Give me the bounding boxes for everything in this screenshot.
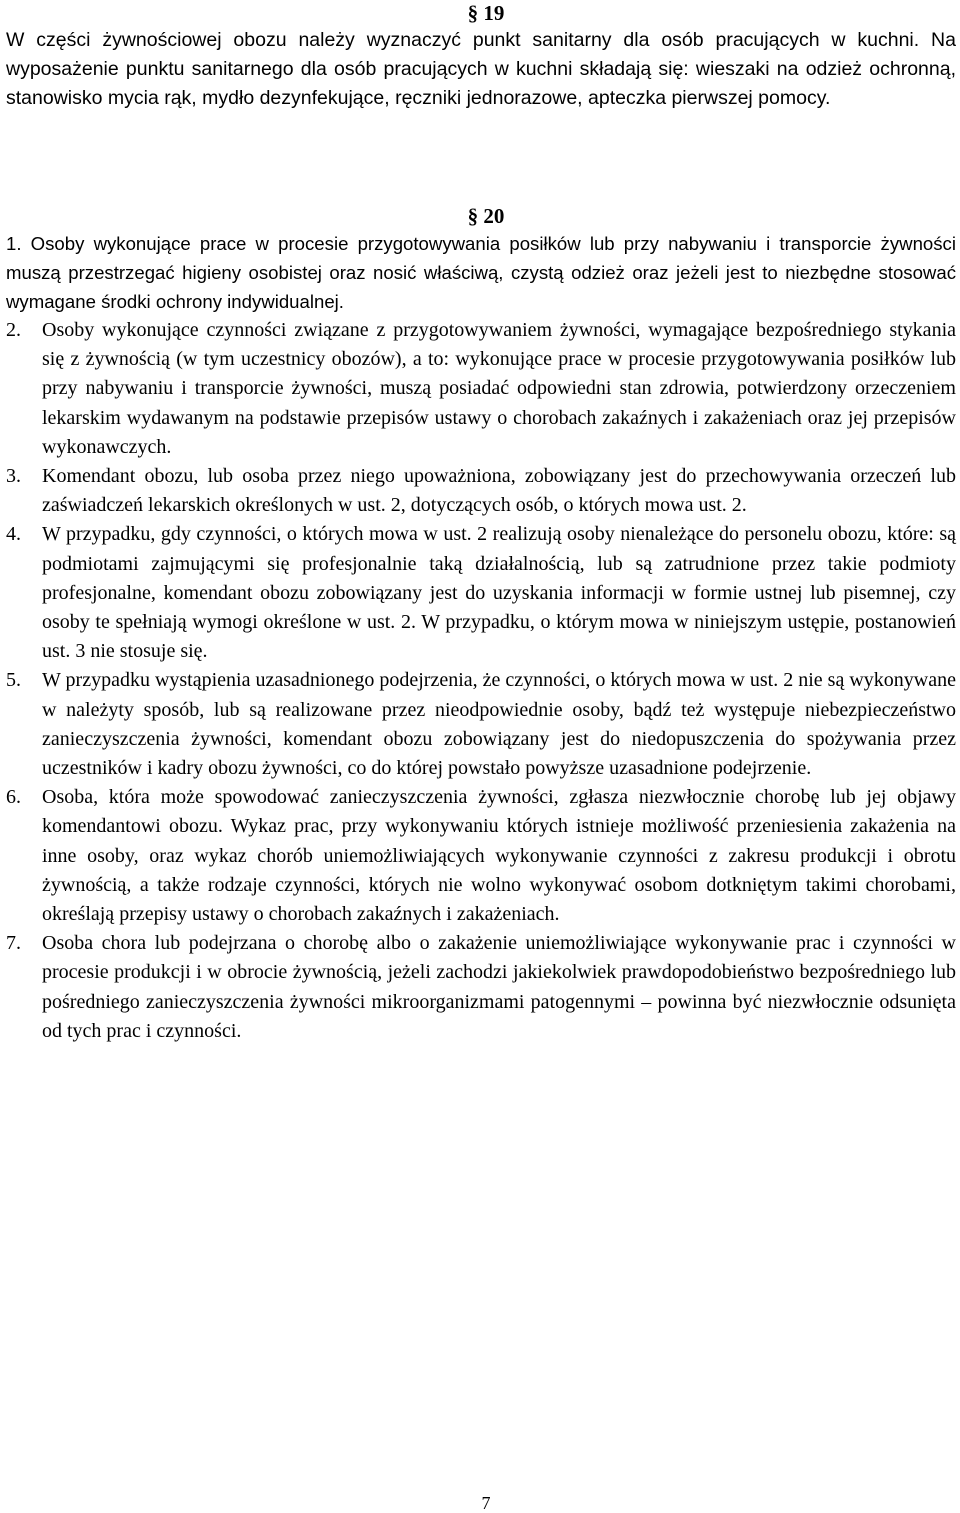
list-item <box>6 783 956 929</box>
list-item <box>6 929 956 1046</box>
section-19-paragraph: W części żywnościowej obozu należy wyznaczyć punkt sanitarny dla osób pracujących w kuchni. Na wyposażenie punktu sanitarnego dla osób pracujących w kuchni składają się: wieszaki na odzież ochronną, stanowisko mycia rąk, mydło dezynfekujące, ręczniki jednorazowe, apteczka pierwszej pomocy. <box>6 29 956 109</box>
list-item <box>6 462 956 520</box>
list-item <box>6 520 956 666</box>
list-item-text: Osoby wykonujące czynności związane z przygotowywaniem żywności, wymagające bezpośredniego stykania się z żywnością (w tym uczestnicy obozów), a to: wykonujące prace w procesie przygotowywania posiłków lub przy nabywaniu i transporcie żywności, muszą posiadać odpowiedni stan zdrowia, potwierdzony orzeczeniem lekarskim wydawanym na podstawie przepisów ustawy o chorobach zakaźnych i zakażeniach oraz jej przepisów wykonawczych. <box>42 319 956 458</box>
section-20-list <box>6 316 956 1046</box>
list-item <box>6 666 956 783</box>
list-item-number: 6. <box>6 786 21 809</box>
section-19-heading: § 19 <box>467 1 505 25</box>
list-item-number: 3. <box>6 465 21 488</box>
list-item-number: 5. <box>6 669 21 692</box>
list-item-number: 7. <box>6 932 21 955</box>
list-item <box>6 316 956 462</box>
list-item-text: W przypadku, gdy czynności, o których mowa w ust. 2 realizują osoby nienależące do personelu obozu, które: są podmiotami zajmującymi się profesjonalnie taką działalnością, lub są zatrudnione przez takie podmioty profesjonalne, komendant obozu zobowiązany jest do uzyskania informacji w formie ustnej lub pisemnej, czy osoby te spełniają wymogi określone w ust. 2. W przypadku, o którym mowa w niniejszym ustępie, postanowień ust. 3 nie stosuje się. <box>42 523 956 663</box>
list-item-number: 4. <box>6 523 21 546</box>
page-number: 7 <box>481 1493 491 1513</box>
list-item-text: Osoba chora lub podejrzana o chorobę albo o zakażenie uniemożliwiające wykonywanie prac i czynności w procesie produkcji i w obrocie żywnością, jeżeli zachodzi jakiekolwiek prawdopodobieństwo bezpośredniego lub pośredniego zanieczyszczenia żywności mikroorganizmami patogennymi – powinna być niezwłocznie odsunięta od tych prac i czynności. <box>42 932 956 1042</box>
section-20-heading: § 20 <box>467 204 505 228</box>
list-item-text: Komendant obozu, lub osoba przez niego upoważniona, zobowiązany jest do przechowywania orzeczeń lub zaświadczeń lekarskich określonych w ust. 2, dotyczących osób, o których mowa ust. 2. <box>42 465 956 517</box>
list-item-text: W przypadku wystąpienia uzasadnionego podejrzenia, że czynności, o których mowa w ust. 2 nie są wykonywane w należyty sposób, lub są realizowane przez nieodpowiednie osoby, bądź też występuje niebezpieczeństwo zanieczyszczenia żywności, komendant obozu zobowiązany jest do niedopuszczenia do spożywania przez uczestników i kadry obozu żywności, co do której powstało powyższe uzasadnione podejrzenie. <box>42 669 956 780</box>
section-20-item-1: 1. Osoby wykonujące prace w procesie przygotowywania posiłków lub przy nabywaniu i transporcie żywności muszą przestrzegać higieny osobistej oraz nosić właściwą, czystą odzież oraz jeżeli jest to niezbędne stosować wymagane środki ochrony indywidualnej. <box>6 233 956 312</box>
document-page <box>6 0 956 1513</box>
list-item-text: Osoba, która może spowodować zanieczyszczenia żywności, zgłasza niezwłocznie chorobę lub jej objawy komendantowi obozu. Wykaz prac, przy wykonywaniu których istnieje możliwość przeniesienia zakażenia na inne osoby, oraz wykaz chorób uniemożliwiających wykonywanie czynności z zakresu produkcji i obrotu żywnością, a także rodzaje czynności, których nie wolno wykonywać osobom dotkniętym takimi chorobami, określają przepisy ustawy o chorobach zakaźnych i zakażeniach. <box>42 786 956 926</box>
list-item-number: 2. <box>6 319 21 341</box>
